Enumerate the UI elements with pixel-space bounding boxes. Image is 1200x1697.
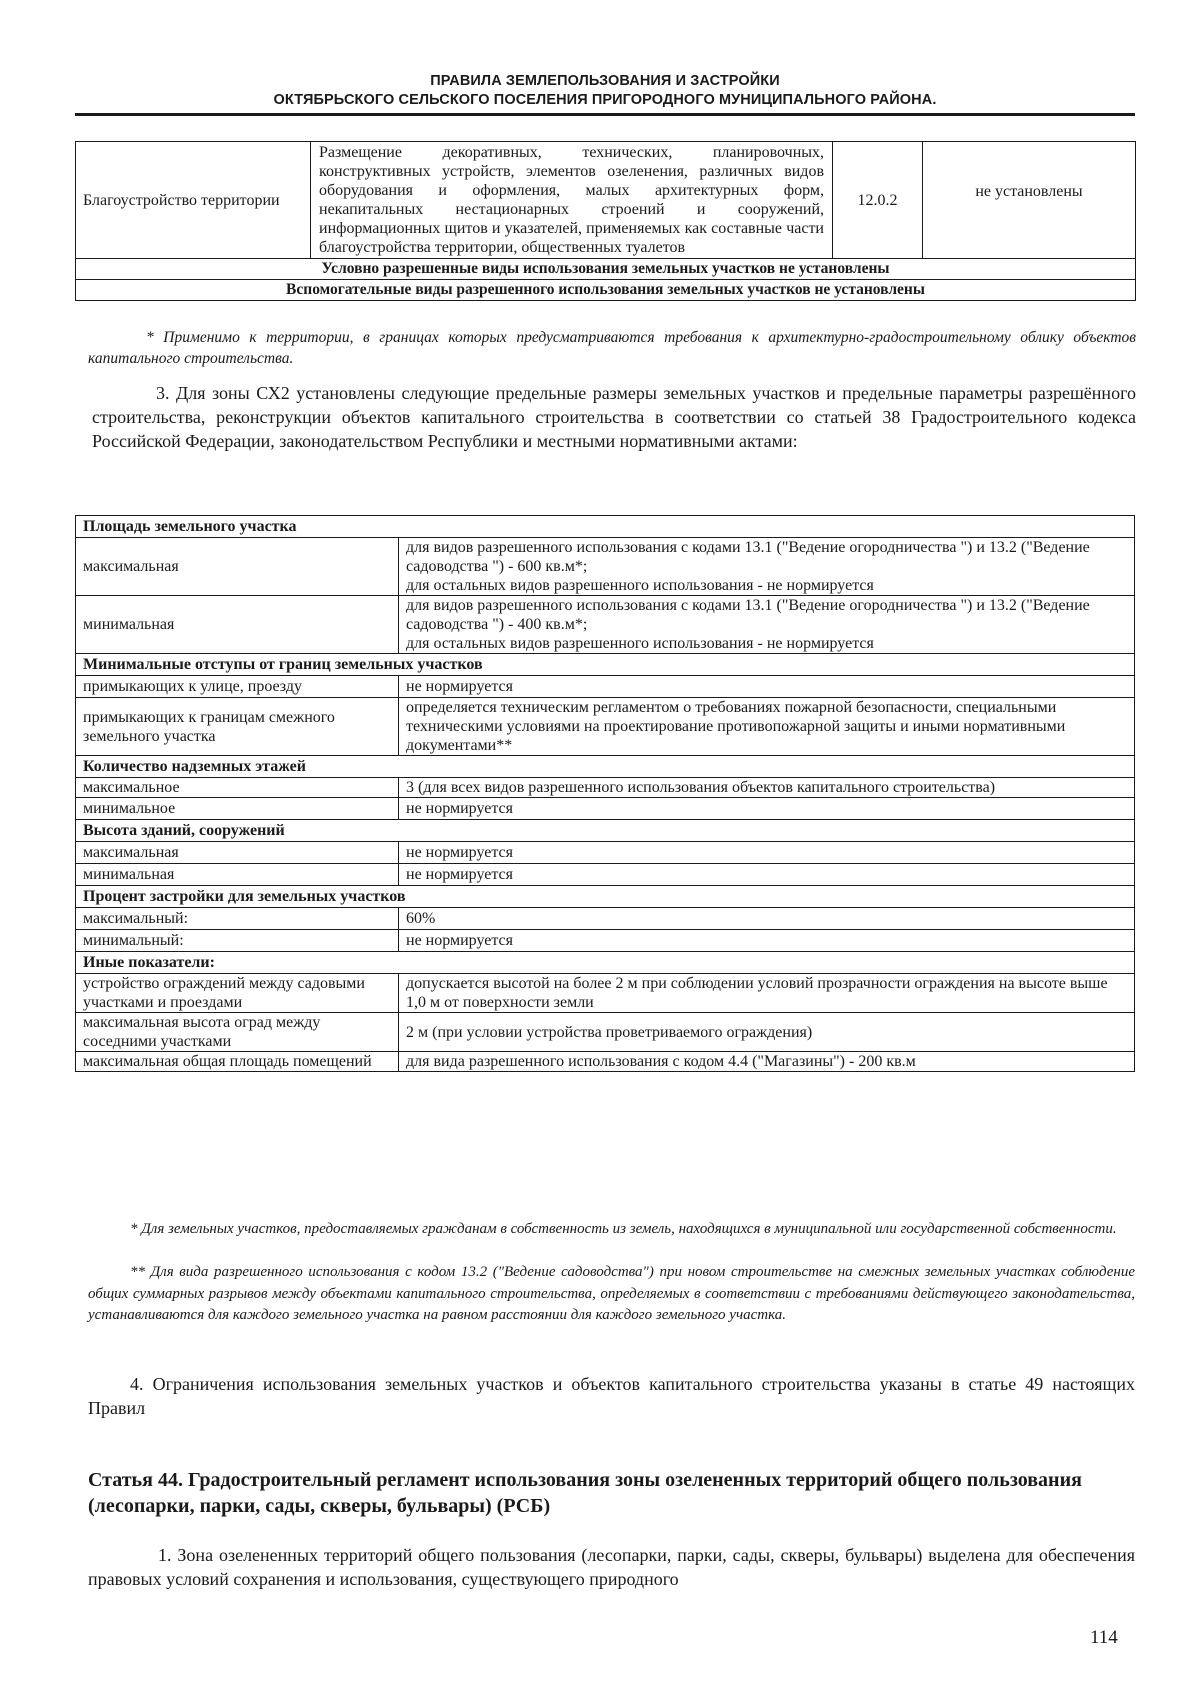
row-value: не нормируется [399,676,1135,698]
row-label: примыкающих к улице, проезду [76,676,399,698]
table-row [76,952,1135,974]
use-description: Размещение декоративных, технических, планировочных, конструктивных устройств, элементов озеленения, различных видов оборудования и оформления, малых архитектурных форм, некапитальных нестационарных строений и сооружений, информационных щитов и указателей, применяемых как составные части благоустройства территории, общественных туалетов [311,142,833,259]
row-label: максимальная высота оград между соседними участками [76,1013,399,1052]
table-row [76,654,1135,676]
paragraph-4: 4. Ограничения использования земельных участков и объектов капитального строительства указаны в статье 49 настоящих Правил [88,1374,1135,1418]
table-row [76,596,1135,654]
row-label: максимальная общая площадь помещений [76,1052,399,1072]
table-row [76,280,1136,301]
table-row [76,698,1135,756]
use-code: 12.0.2 [833,142,923,259]
table-row [76,756,1135,778]
section-header-coverage: Процент застройки для земельных участков [76,886,1135,908]
table-row [76,886,1135,908]
table-row [76,908,1135,930]
row-value [399,596,1135,654]
row-value: для вида разрешенного использования с кодом 4.4 ("Магазины") - 200 кв.м [399,1052,1135,1072]
table-row [76,864,1135,886]
row-value: не нормируется [399,842,1135,864]
row-value: определяется техническим регламентом о требованиях пожарной безопасности, специальными техническими условиями на проектирование противопожарной защиты и иными нормативными документами** [399,698,1135,756]
row-value: допускается высотой на более 2 м при соблюдении условий прозрачности ограждения на высоте выше 1,0 м от поверхности земли [399,974,1135,1013]
table-row [76,538,1135,596]
row-value: 60% [399,908,1135,930]
row-label: минимальный: [76,930,399,952]
footnote-gardening-distances: ** Для вида разрешенного использования с кодом 13.2 ("Ведение садоводства") при новом строительстве на смежных земельных участках соблюдение общих суммарных разрывов между объектами капитального строительства, определяемых в соответствии с требованиями действующего законодательства, устанавливаются для каждого земельного участка на равном расстоянии для каждого земельного участка. [88,1264,1135,1323]
use-parameters: не установлены [923,142,1136,259]
row-value: не нормируется [399,930,1135,952]
row-value [399,538,1135,596]
table-row [76,1013,1135,1052]
table-row [76,930,1135,952]
value-line: для остальных видов разрешенного использования - не нормируется [406,635,874,652]
table-row [76,142,1136,259]
article-44-title: Статья 44. Градостроительный регламент использования зоны озелененных территорий общего пользования (лесопарки, парки, сады, скверы, бульвары) (РСБ) [88,1469,1082,1517]
header-line-1: ПРАВИЛА ЗЕМЛЕПОЛЬЗОВАНИЯ И ЗАСТРОЙКИ [430,73,780,89]
row-label: максимальный: [76,908,399,930]
row-label: максимальное [76,778,399,798]
table-row [76,820,1135,842]
table-row [76,676,1135,698]
table-row [76,259,1136,280]
document-header [75,72,1135,110]
section-header-setbacks: Минимальные отступы от границ земельных участков [76,654,1135,676]
row-value: не нормируется [399,798,1135,820]
footnote-land-ownership: * Для земельных участков, предоставляемых гражданам в собственность из земель, находящихся в муниципальной или государственной собственности. [130,1221,1117,1237]
value-line: для остальных видов разрешенного использования - не нормируется [406,577,874,594]
table-row [76,778,1135,798]
table-row [76,842,1135,864]
table-row [76,1052,1135,1072]
page-number: 114 [1090,1627,1118,1648]
value-line: для видов разрешенного использования с кодами 13.1 ("Ведение огородничества ") и 13.2 ("Ведение садоводства ") - 600 кв.м*; [406,539,1090,575]
value-line: для видов разрешенного использования с кодами 13.1 ("Ведение огородничества ") и 13.2 ("Ведение садоводства ") - 400 кв.м*; [406,597,1090,633]
header-line-2: ОКТЯБРЬСКОГО СЕЛЬСКОГО ПОСЕЛЕНИЯ ПРИГОРОДНОГО МУНИЦИПАЛЬНОГО РАЙОНА. [273,92,937,108]
row-label: максимальная [76,842,399,864]
footnote-architectural: * Применимо к территории, в границах которых предусматриваются требования к архитектурно-градостроительному облику объектов капитального строительства. [88,329,1136,367]
conditional-uses-row: Условно разрешенные виды использования земельных участков не установлены [76,259,1136,280]
paragraph-article-1: 1. Зона озелененных территорий общего пользования (лесопарки, парки, сады, скверы, бульвары) выделена для обеспечения правовых условий сохранения и использования, существующего природного [88,1545,1135,1589]
table-row [76,974,1135,1013]
land-use-table [75,141,1136,301]
row-label: минимальная [76,596,399,654]
section-header-other: Иные показатели: [76,952,1135,974]
header-rule [75,113,1135,116]
table-row [76,798,1135,820]
row-value: 3 (для всех видов разрешенного использования объектов капитального строительства) [399,778,1135,798]
row-label: максимальная [76,538,399,596]
row-value: 2 м (при условии устройства проветриваемого ограждения) [399,1013,1135,1052]
use-name: Благоустройство территории [76,142,311,259]
section-header-floors: Количество надземных этажей [76,756,1135,778]
row-label: устройство ограждений между садовыми участками и проездами [76,974,399,1013]
auxiliary-uses-row: Вспомогательные виды разрешенного использования земельных участков не установлены [76,280,1136,301]
section-header-area: Площадь земельного участка [76,516,1135,538]
row-label: минимальная [76,864,399,886]
table-row [76,516,1135,538]
row-value: не нормируется [399,864,1135,886]
row-label: примыкающих к границам смежного земельного участка [76,698,399,756]
paragraph-3: 3. Для зоны СХ2 установлены следующие предельные размеры земельных участков и предельные параметры разрешённого строительства, реконструкции объектов капитального строительства в соответствии со статьей 38 Градостроительного кодекса Российской Федерации, законодательством Республики и местными нормативными актами: [92,383,1136,451]
row-label: минимальное [76,798,399,820]
section-header-height: Высота зданий, сооружений [76,820,1135,842]
limits-table [75,515,1135,1072]
